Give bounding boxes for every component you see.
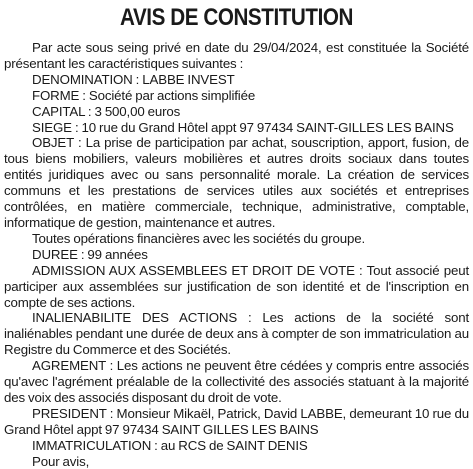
immatriculation-line: IMMATRICULATION : au RCS de SAINT DENIS: [32, 437, 308, 453]
president-paragraph: PRESIDENT : Monsieur Mikaël, Patrick, David LABBE, demeurant 10 rue du Grand Hôtel appt 97 97434 SAINT GILLES LES BAINS: [4, 405, 469, 437]
duree-line: DUREE : 99 années: [32, 246, 148, 262]
operations-line: Toutes opérations financières avec les sociétés du groupe.: [32, 230, 365, 246]
capital-line: CAPITAL : 3 500,00 euros: [32, 103, 181, 119]
signature-line: Pour avis,: [32, 453, 90, 469]
notice-title: AVIS DE CONSTITUTION: [120, 4, 353, 31]
notice-body: [4, 40, 469, 469]
admission-paragraph: ADMISSION AUX ASSEMBLEES ET DROIT DE VOTE : Tout associé peut participer aux assemblées sur justification de son identité et de l'inscription en compte de ses actions.: [4, 262, 469, 310]
notice-intro-paragraph: Par acte sous seing privé en date du 29/04/2024, est constituée la Société présentant les caractéristiques suivantes :: [4, 40, 469, 71]
inalienabilite-paragraph: INALIENABILITE DES ACTIONS : Les actions de la société sont inaliénables pendant une durée de deux ans à compter de son immatriculation au Registre du Commerce et des Sociétés.: [4, 310, 469, 358]
objet-paragraph: OBJET : La prise de participation par achat, souscription, apport, fusion, de tous biens mobiliers, valeurs mobilières et autres droits sociaux dans toutes entités juridiques avec ou sans personnalité morale. La création de services communs et les prestations de services utiles aux sociétés et entreprises contrôlées, en matière commerciale, technique, administrative, comptable, informatique de gestion, maintenance et autres.: [4, 135, 469, 230]
denomination-line: DENOMINATION : LABBE INVEST: [32, 71, 235, 87]
agrement-paragraph: AGREMENT : Les actions ne peuvent être cédées y compris entre associés qu'avec l'agrément préalable de la collectivité des associés statuant à la majorité des voix des associés disposant du droit de vote.: [4, 358, 469, 405]
forme-line: FORME : Société par actions simplifiée: [32, 87, 256, 103]
siege-line: SIEGE : 10 rue du Grand Hôtel appt 97 97434 SAINT-GILLES LES BAINS: [32, 119, 454, 135]
